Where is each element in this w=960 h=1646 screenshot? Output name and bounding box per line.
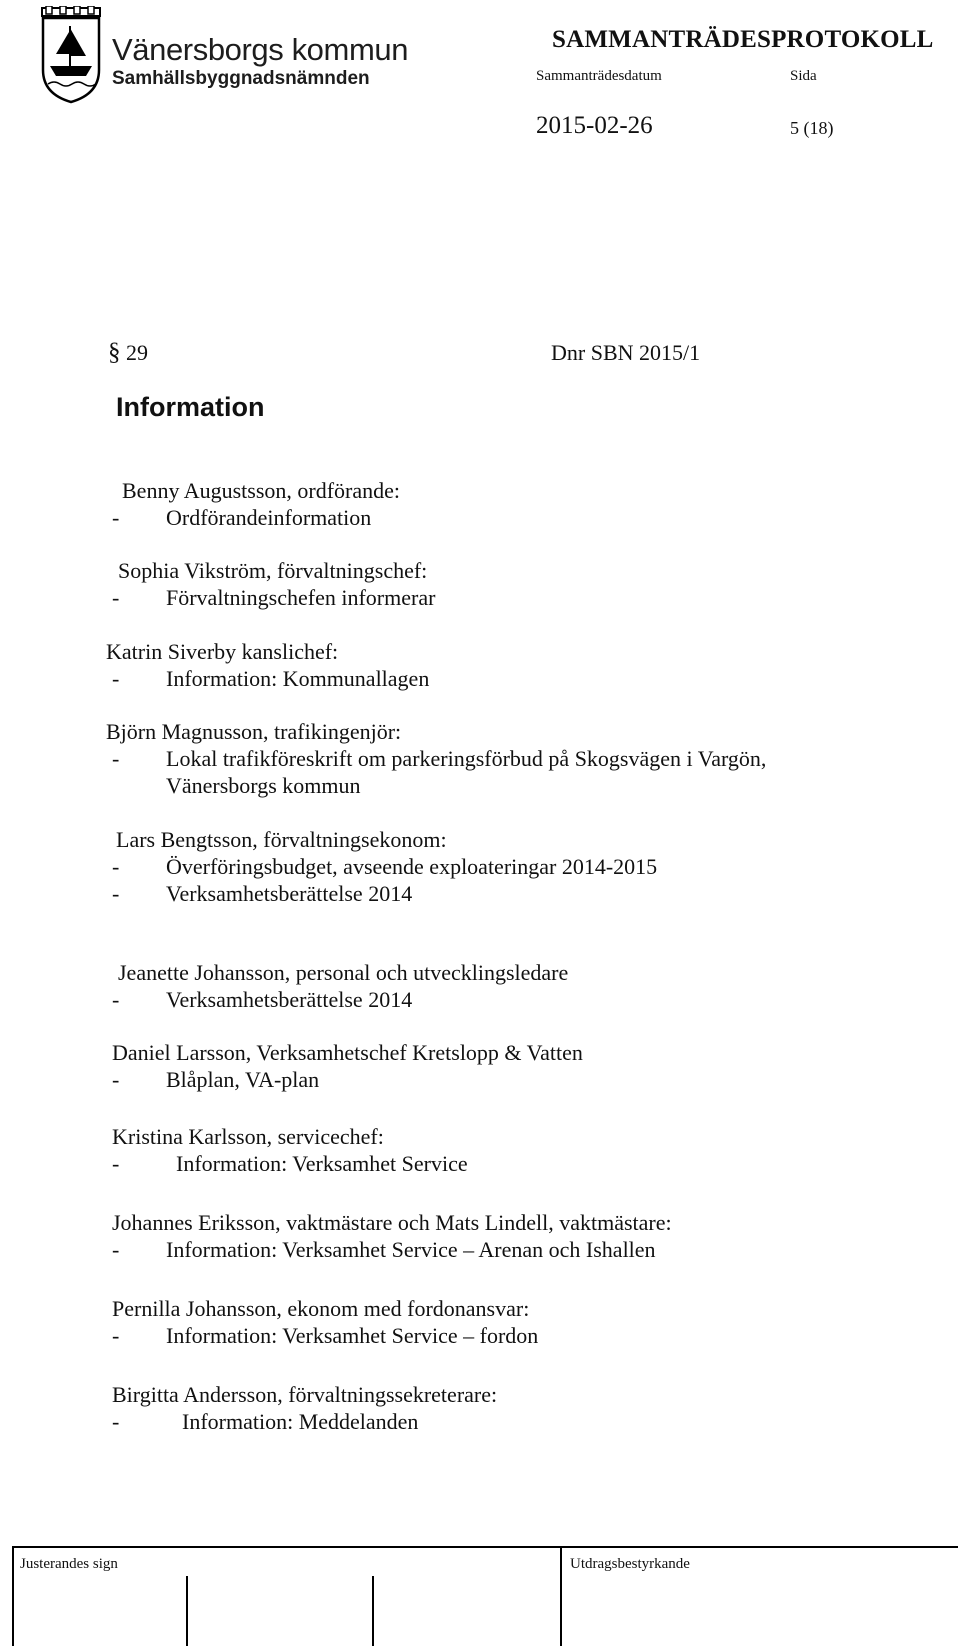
speaker-line: Johannes Eriksson, vaktmästare och Mats Lindell, vaktmästare:	[112, 1210, 672, 1235]
list-dash: -	[112, 666, 120, 691]
signature-label: Justerandes sign	[20, 1556, 118, 1572]
list-item: Information: Verksamhet Service – Arenan och Ishallen	[166, 1237, 656, 1262]
list-dash: -	[112, 881, 120, 906]
certification-label: Utdragsbestyrkande	[570, 1556, 690, 1572]
list-item-continuation: Vänersborgs kommun	[166, 773, 361, 798]
speaker-line: Lars Bengtsson, förvaltningsekonom:	[116, 827, 447, 852]
page-number: 5 (18)	[790, 118, 834, 138]
list-item: Information: Verksamhet Service – fordon	[166, 1323, 539, 1348]
signature-box-border	[560, 1576, 562, 1646]
section-number: 29	[126, 340, 148, 365]
list-dash: -	[112, 585, 120, 610]
list-dash: -	[112, 987, 120, 1012]
organization-name: Vänersborgs kommun	[112, 32, 409, 67]
footer-divider	[560, 1548, 562, 1576]
coat-of-arms-icon	[40, 6, 102, 104]
speaker-line: Sophia Vikström, förvaltningschef:	[118, 558, 428, 583]
section-title: Information	[116, 392, 265, 422]
list-item: Information: Kommunallagen	[166, 666, 430, 691]
footer-divider	[12, 1548, 14, 1576]
speaker-line: Jeanette Johansson, personal och utvecklingsledare	[118, 960, 569, 985]
list-item: Lokal trafikföreskrift om parkeringsförbud på Skogsvägen i Vargön,	[166, 746, 767, 771]
list-dash: -	[112, 854, 120, 879]
section-symbol: §	[108, 339, 121, 366]
speaker-line: Katrin Siverby kanslichef:	[106, 639, 339, 664]
signature-box-border	[372, 1576, 374, 1646]
speaker-line: Pernilla Johansson, ekonom med fordonansvar:	[112, 1296, 530, 1321]
page-label: Sida	[790, 68, 817, 84]
speaker-line: Birgitta Andersson, förvaltningssekreterare:	[112, 1382, 498, 1407]
list-dash: -	[112, 746, 120, 771]
list-dash: -	[112, 1409, 120, 1434]
list-dash: -	[112, 505, 120, 530]
list-item: Ordförandeinformation	[166, 505, 372, 530]
list-item: Förvaltningschefen informerar	[166, 585, 436, 610]
document-type: SAMMANTRÄDESPROTOKOLL	[552, 26, 934, 53]
list-item: Överföringsbudget, avseende exploateringar 2014-2015	[166, 854, 658, 879]
list-item: Blåplan, VA-plan	[166, 1067, 320, 1092]
list-item: Verksamhetsberättelse 2014	[166, 881, 413, 906]
meeting-date: 2015-02-26	[536, 112, 653, 139]
list-item: Information: Verksamhet Service	[176, 1151, 468, 1176]
list-item: Information: Meddelanden	[182, 1409, 419, 1434]
date-label: Sammanträdesdatum	[536, 68, 662, 84]
speaker-line: Daniel Larsson, Verksamhetschef Kretslopp & Vatten	[112, 1040, 583, 1065]
list-dash: -	[112, 1323, 120, 1348]
diary-number: Dnr SBN 2015/1	[551, 340, 701, 365]
speaker-line: Björn Magnusson, trafikingenjör:	[106, 719, 402, 744]
signature-box-border	[186, 1576, 188, 1646]
signature-box-border	[12, 1576, 14, 1646]
list-dash: -	[112, 1237, 120, 1262]
list-item: Verksamhetsberättelse 2014	[166, 987, 413, 1012]
speaker-line: Kristina Karlsson, servicechef:	[112, 1124, 384, 1149]
speaker-line: Benny Augustsson, ordförande:	[122, 478, 401, 503]
list-dash: -	[112, 1151, 120, 1176]
organization-unit: Samhällsbyggnadsnämnden	[112, 68, 370, 89]
footer-rule	[12, 1546, 958, 1548]
list-dash: -	[112, 1067, 120, 1092]
